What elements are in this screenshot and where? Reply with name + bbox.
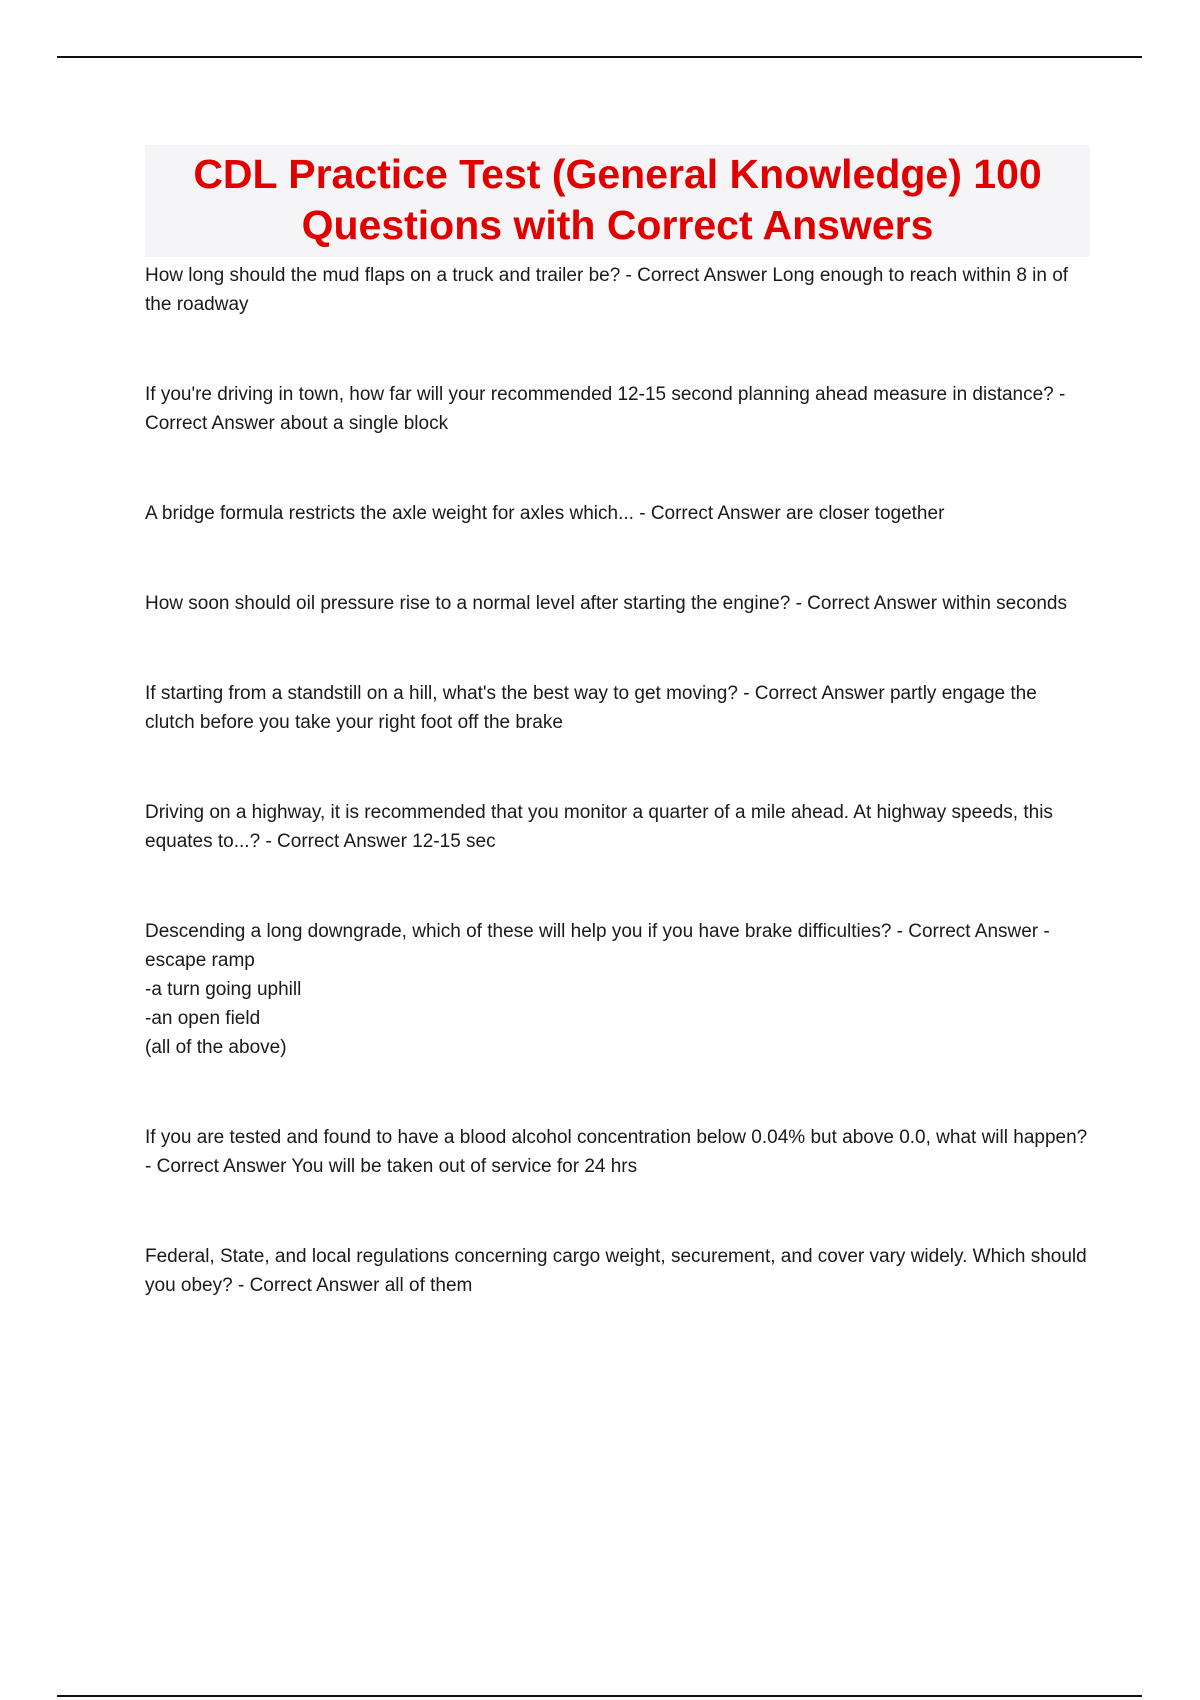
bottom-rule bbox=[57, 1695, 1142, 1697]
qa-text: Federal, State, and local regulations concerning cargo weight, securement, and cover vary widely. Which should you obey? - Correct Answer all of them bbox=[145, 1246, 1087, 1296]
qa-text: A bridge formula restricts the axle weight for axles which... - Correct Answer are closer together bbox=[145, 503, 945, 524]
document-title: CDL Practice Test (General Knowledge) 100 Questions with Correct Answers bbox=[193, 151, 1042, 248]
qa-text: Descending a long downgrade, which of these will help you if you have brake difficulties? - Correct Answer -escape ramp bbox=[145, 921, 1050, 971]
qa-text: If starting from a standstill on a hill, what's the best way to get moving? - Correct Answer partly engage the clutch before you take your right foot off the brake bbox=[145, 683, 1037, 733]
qa-item-1 bbox=[145, 261, 1090, 319]
qa-option: (all of the above) bbox=[145, 1037, 287, 1058]
qa-item-4 bbox=[145, 589, 1090, 618]
page-content bbox=[145, 145, 1090, 1300]
qa-item-6 bbox=[145, 798, 1090, 856]
qa-list bbox=[145, 261, 1090, 1300]
title-box bbox=[145, 145, 1090, 257]
qa-item-7 bbox=[145, 917, 1090, 1062]
qa-item-2 bbox=[145, 380, 1090, 438]
qa-text: Driving on a highway, it is recommended that you monitor a quarter of a mile ahead. At highway speeds, this equates to...? - Correct Answer 12-15 sec bbox=[145, 802, 1053, 852]
qa-item-9 bbox=[145, 1242, 1090, 1300]
qa-text: How soon should oil pressure rise to a normal level after starting the engine? - Correct Answer within seconds bbox=[145, 593, 1067, 614]
qa-text: If you are tested and found to have a blood alcohol concentration below 0.04% but above 0.0, what will happen? - Correct Answer You will be taken out of service for 24 hrs bbox=[145, 1127, 1088, 1177]
qa-text: How long should the mud flaps on a truck and trailer be? - Correct Answer Long enough to reach within 8 in of the roadway bbox=[145, 265, 1069, 315]
qa-item-3 bbox=[145, 499, 1090, 528]
qa-option: -an open field bbox=[145, 1008, 261, 1029]
qa-option: -a turn going uphill bbox=[145, 979, 302, 1000]
qa-item-5 bbox=[145, 679, 1090, 737]
qa-text: If you're driving in town, how far will your recommended 12-15 second planning ahead measure in distance? - Correct Answer about a single block bbox=[145, 384, 1066, 434]
top-rule bbox=[57, 56, 1142, 58]
qa-item-8 bbox=[145, 1123, 1090, 1181]
